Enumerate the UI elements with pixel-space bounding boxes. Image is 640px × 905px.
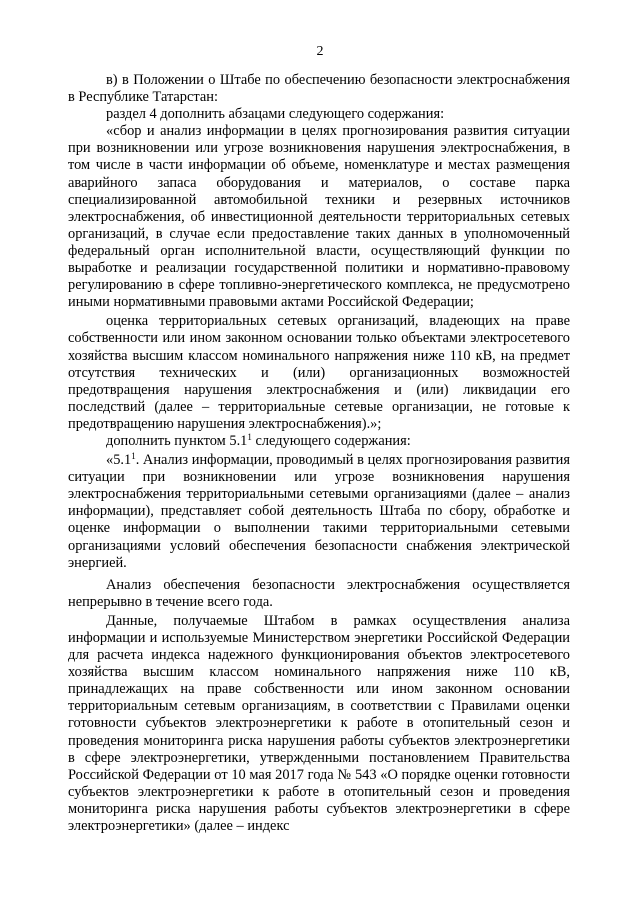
page-number: 2	[316, 44, 324, 59]
paragraph-clause-5-1-1	[68, 452, 570, 572]
clause-instruction-tail: следующего содержания:	[251, 432, 411, 449]
paragraph-data-usage: Данные, получаемые Штабом в рамках осуществления анализа информации и используемые Министерством энергетики Российской Федерации для расчета индекса надежного функционирования объектов электросетевого хозяйства высшим классом номинального напряжения ниже 110 кВ, принадлежащих на праве собственности или ином законном основании территориальным сетевым организациям, в соответствии с Правилами оценки готовности субъектов электроэнергетики к работе в отопительный сезон и проведения мониторинга риска нарушения работы субъектов электроэнергетики в сфере электроэнергетики, утвержденными постановлением Правительства Российской Федерации от 10 мая 2017 года № 543 «О порядке оценки готовности субъектов электроэнергетики к работе в отопительный сезон и проведения мониторинга риска нарушения работы субъектов электроэнергетики в сфере электроэнергетики» (далее – индекс	[68, 612, 570, 835]
clause-number: «5.1	[106, 452, 132, 469]
paragraph-section-4-instruction: раздел 4 дополнить абзацами следующего содержания:	[106, 106, 445, 123]
clause-instruction-text: дополнить пунктом 5.1	[106, 432, 248, 449]
clause-instruction-superscript: 1	[247, 431, 252, 442]
document-body	[68, 72, 570, 835]
paragraph-assessment: оценка территориальных сетевых организаций, владеющих на праве собственности или ином законном основании только объектами электросетевого хозяйства высшим классом номинального напряжения ниже 110 кВ, на предмет отсутствия технических и (или) организационных возможностей предотвращения нарушения электроснабжения и (или) ликвидации его последствий (далее – территориальные сетевые организации, не готовые к предотвращению нарушения электроснабжения).»;	[68, 313, 570, 432]
paragraph-add-clause-instruction	[68, 433, 570, 450]
clause-number-superscript: 1	[131, 451, 136, 462]
paragraph-continuous-analysis: Анализ обеспечения безопасности электроснабжения осуществляется непрерывно в течение всего года.	[68, 576, 570, 610]
clause-text: . Анализ информации, проводимый в целях прогнозирования развития ситуации при возникновении или угрозе возникновения нарушения электроснабжения территориальными сетевыми организациями (далее – анализ информации), представляет собой деятельность Штаба по сбору, обработке и оценке информации о выполнении такими территориальными сетевыми организациями условий обеспечения безопасности снабжения электрической энергией.	[68, 452, 570, 571]
paragraph-amendment-intro: в) в Положении о Штабе по обеспечению безопасности электроснабжения в Республике Татарстан:	[68, 72, 570, 106]
paragraph-collection-analysis: «сбор и анализ информации в целях прогнозирования развития ситуации при возникновении или угрозе возникновения нарушения электроснабжения, в том числе в части информации об объеме, номенклатуре и местах размещения аварийного запаса оборудования и материалов, о составе парка специализированной автомобильной техники и резервных источников электроснабжения, об инвестиционной деятельности территориальных сетевых организаций, в случае если предоставление таких данных в уполномоченный федеральный орган исполнительной власти, осуществляющий функции по выработке и реализации государственной политики и нормативно-правовому регулированию в сфере топливно-энергетического комплекса, не предусмотрено иными нормативными правовыми актами Российской Федерации;	[68, 123, 570, 311]
